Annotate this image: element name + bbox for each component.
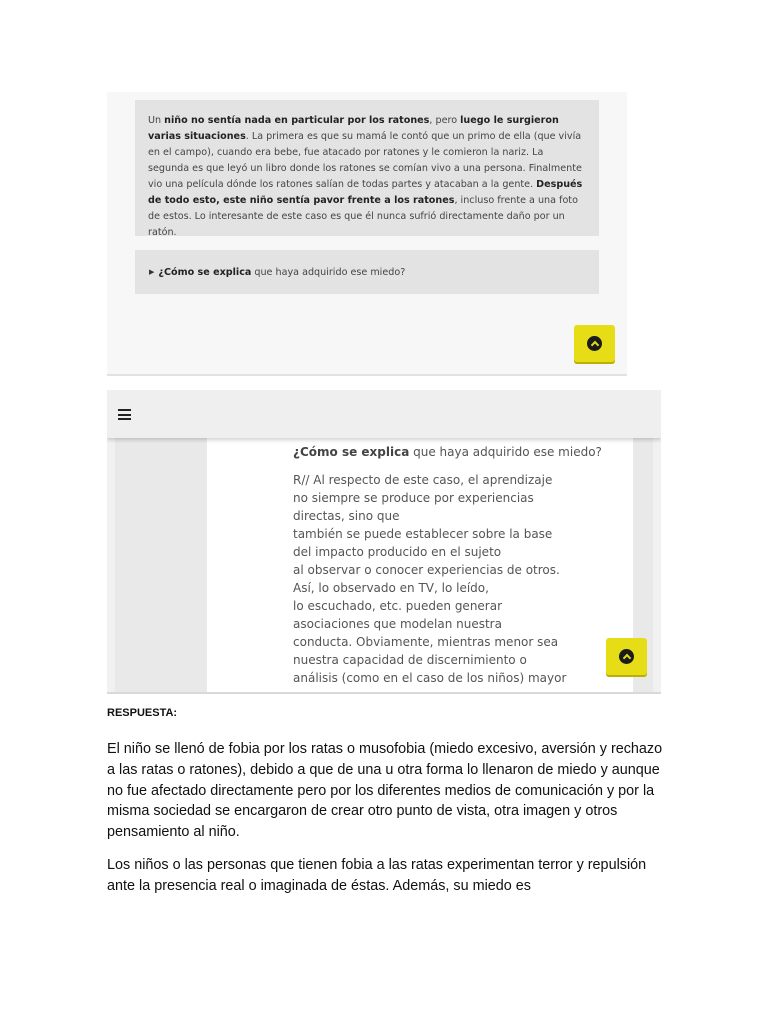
- answer-line: al observar o conocer experiencias de otros.: [293, 563, 560, 577]
- answer-line: lo escuchado, etc. pueden generar: [293, 599, 503, 613]
- answer-line: análisis (como en el caso de los niños) mayor: [293, 671, 567, 685]
- screenshot-story-card: [107, 92, 627, 376]
- content-area: [115, 438, 653, 694]
- story-highlight: niño no sentía nada en particular por los ratones: [164, 115, 430, 126]
- answer-line: nuestra capacidad de discernimiento o: [293, 653, 527, 667]
- story-highlight: luego le surgieron varias situaciones: [148, 115, 559, 142]
- answer-line: asociaciones que modelan nuestra: [293, 617, 502, 631]
- answer-line: del impacto producido en el sujeto: [293, 545, 502, 559]
- answer-line: Así, lo observado en TV, lo leído,: [293, 581, 489, 595]
- chevron-up-icon: [619, 649, 634, 664]
- answer-line: directas, sino que: [293, 509, 400, 523]
- answer-line: también se puede establecer sobre la base: [293, 527, 553, 541]
- question-text: que haya adquirido ese miedo?: [254, 266, 406, 278]
- chevron-up-icon: [587, 336, 602, 351]
- scroll-top-button[interactable]: [606, 638, 647, 675]
- answer-line: conducta. Obviamente, mientras menor sea: [293, 635, 559, 649]
- story-text: , incluso frente a una foto de estos. Lo interesante de este caso es que él nunca sufrió directamente daño por un ratón.: [148, 195, 578, 238]
- question-accordion[interactable]: [135, 250, 599, 294]
- question-bold: ¿Cómo se explica: [293, 445, 410, 459]
- scroll-top-button[interactable]: [574, 325, 615, 362]
- question-bold: ¿Cómo se explica: [158, 266, 252, 278]
- answer-panel: [207, 438, 633, 694]
- story-text: , pero: [429, 115, 461, 126]
- menu-icon[interactable]: [118, 409, 131, 420]
- answer-question: [293, 443, 621, 461]
- response-paragraph: Los niños o las personas que tienen fobia a las ratas experimentan terror y repulsión ante la presencia real o imaginada de éstas. Además, su miedo es: [107, 857, 647, 894]
- story-box: [135, 100, 599, 236]
- story-text: Un: [148, 115, 165, 126]
- answer-line: R// Al respecto de este caso, el aprendizaje: [293, 473, 553, 487]
- caret-right-icon: ▶: [149, 268, 155, 276]
- top-bar: [107, 390, 661, 438]
- response-paragraph: El niño se llenó de fobia por los ratas o musofobia (miedo excesivo, aversión y rechazo a las ratas o ratones), debido a que de una u otra forma lo llenaron de miedo y aunque no fue afectado directamente pero por los diferentes medios de comunicación y por la misma sociedad se encargaron de crear otro punto de vista, otra imagen y otros pensamiento al niño.: [107, 741, 663, 841]
- story-highlight: Después de todo esto, este niño sentía pavor frente a los ratones: [148, 179, 583, 206]
- question-text: que haya adquirido ese miedo?: [409, 445, 602, 459]
- story-text: . La primera es que su mamá le contó que un primo de ella (que vivía en el campo), cuando era bebe, fue atacado por ratones y le comieron la nariz. La segunda es que leyó un libro donde los ratones se comían vivo a una persona. Finalmente vio una película dónde los ratones salían de todas partes y atacaban a la gente.: [148, 131, 582, 190]
- screenshot-answer-card: [107, 390, 661, 694]
- response-label: RESPUESTA:: [107, 707, 178, 719]
- answer-line: no siempre se produce por experiencias: [293, 491, 534, 505]
